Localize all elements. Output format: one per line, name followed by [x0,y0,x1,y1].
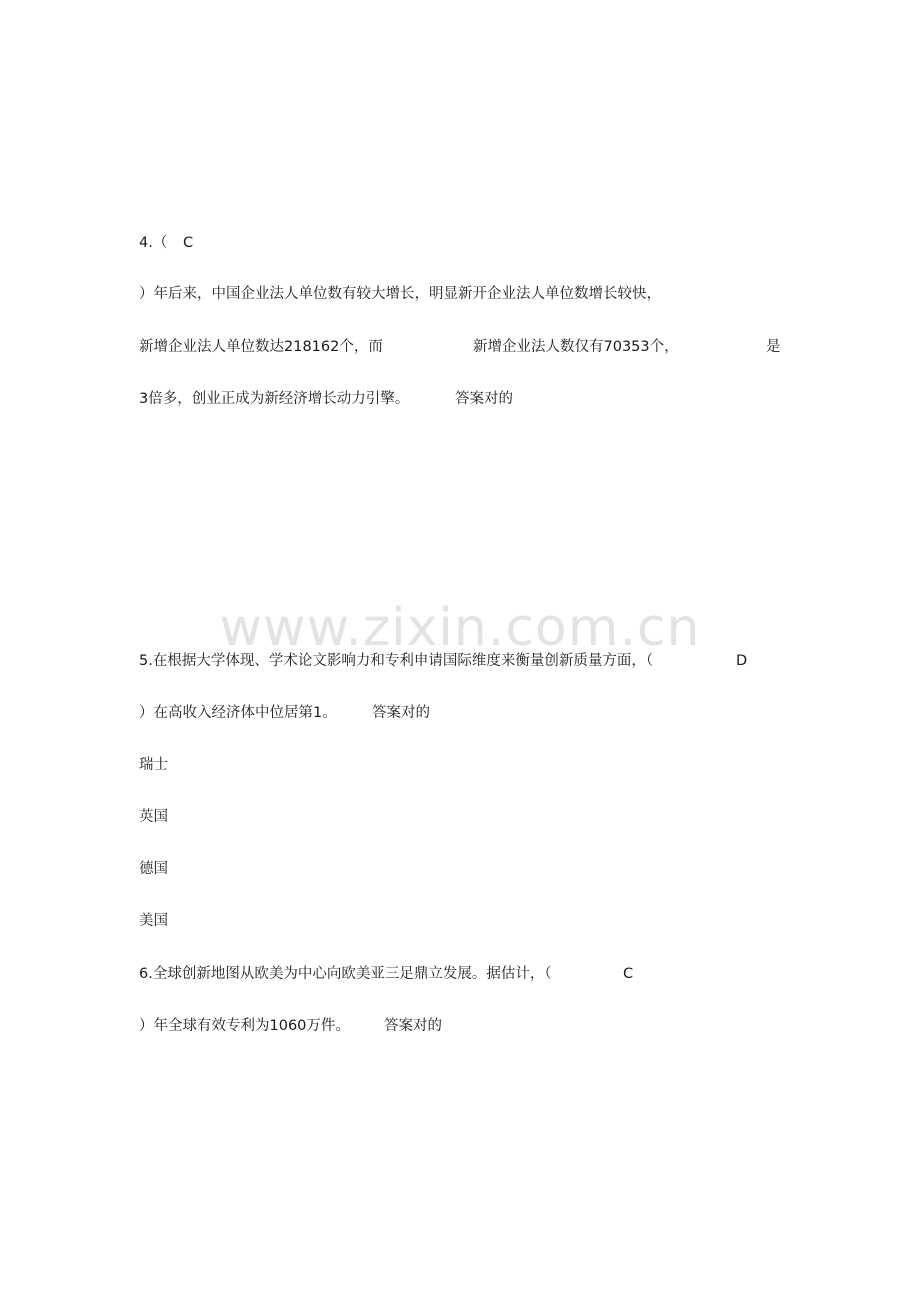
q4-answer-status: 答案对的 [455,391,513,407]
q5-question-text: 5.在根据大学体现、学术论文影响力和专利申请国际维度来衡量创新质量方面，（ [139,653,654,669]
q4-line-3-part-c: 是 [766,339,781,355]
q5-option-4: 美国 [139,913,168,929]
q4-answer: C [183,235,194,251]
q5-option-2: 英国 [139,809,168,825]
q5-line-2-text: ）在高收入经济体中位居第1。 [139,705,337,721]
q4-line-2: ）年后来，中国企业法人单位数有较大增长，明显新开企业法人单位数增长较快， [139,286,661,302]
q4-number: 4.（ [139,235,168,251]
q4-line-4-text: 3倍多，创业正成为新经济增长动力引擎。 [139,391,410,407]
q4-line-3-part-a: 新增企业法人单位数达218162个，而 [139,339,383,355]
q6-answer: C [623,966,634,982]
q6-question-text: 6.全球创新地图从欧美为中心向欧美亚三足鼎立发展。据估计，（ [139,966,552,982]
q6-line-2-text: ）年全球有效专利为1060万件。 [139,1018,350,1034]
q5-option-1: 瑞士 [139,757,168,773]
watermark: www.zixin.com.cn [219,598,701,658]
q6-answer-status: 答案对的 [384,1018,442,1034]
q5-answer: D [736,653,748,669]
q5-option-3: 德国 [139,861,168,877]
q4-line-3-part-b: 新增企业法人数仅有70353个， [473,339,679,355]
q5-answer-status: 答案对的 [372,705,430,721]
